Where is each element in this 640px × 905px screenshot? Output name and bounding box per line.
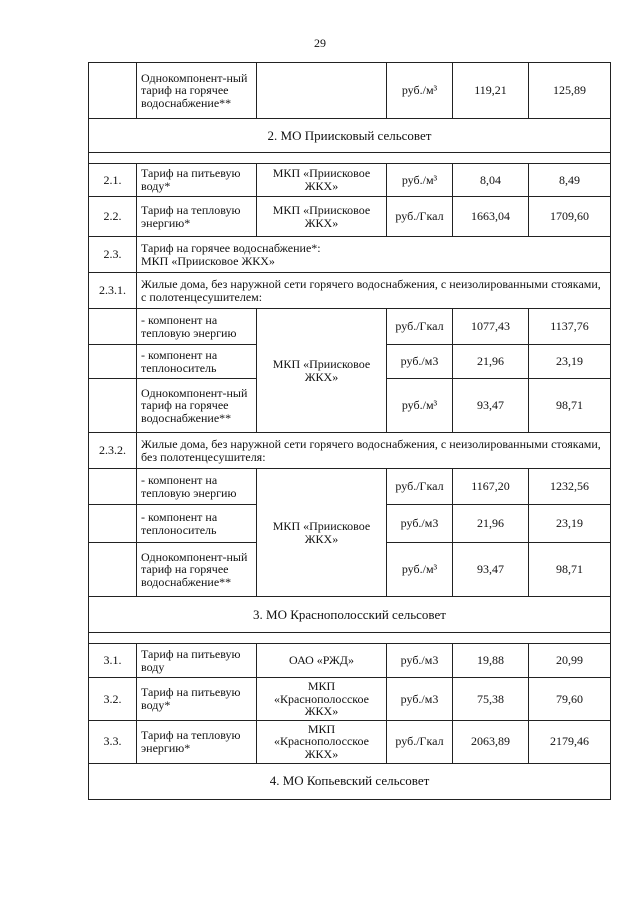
page-number: 29 [314,36,326,50]
table-row [89,197,611,237]
tariff-name: Тариф на питьевую воду* [137,678,257,721]
table-row [89,309,611,345]
unit: руб./м3 [387,345,453,379]
unit: руб./м³ [387,164,453,197]
value-year2: 98,71 [529,379,611,433]
unit: руб./Гкал [387,469,453,505]
tariff-name: - компонент на теплоноситель [137,345,257,379]
section-title: 3. МО Краснополосский сельсовет [89,597,611,633]
tariff-name: - компонент на тепловую энергию [137,469,257,505]
table-row [89,273,611,309]
organization [257,63,387,119]
tariff-name: - компонент на тепловую энергию [137,309,257,345]
value-year2: 1232,56 [529,469,611,505]
tariff-name: Тариф на питьевую воду [137,644,257,678]
tariff-name: Однокомпонент-ный тариф на горячее водоснабжение** [137,63,257,119]
value-year2: 1137,76 [529,309,611,345]
value-year2: 23,19 [529,345,611,379]
row-number: 2.3.2. [89,433,137,469]
organization: МКП «Краснополосское ЖКХ» [257,678,387,721]
row-number: 3.2. [89,678,137,721]
value-year2: 2179,46 [529,720,611,763]
row-number: 2.3.1. [89,273,137,309]
value-year2: 23,19 [529,505,611,543]
table-row [89,164,611,197]
row-number [89,63,137,119]
row-number: 3.1. [89,644,137,678]
tariff-name: - компонент на теплоноситель [137,505,257,543]
tariff-table [88,62,611,800]
table-row [89,678,611,721]
value-year1: 1077,43 [453,309,529,345]
table-row [89,720,611,763]
section-row [89,597,611,633]
group-heading [137,237,611,273]
tariff-name: Тариф на тепловую энергию* [137,197,257,237]
value-year1: 21,96 [453,345,529,379]
value-year1: 1167,20 [453,469,529,505]
tariff-name: Тариф на тепловую энергию* [137,720,257,763]
row-number [89,345,137,379]
value-year2: 20,99 [529,644,611,678]
value-year1: 93,47 [453,379,529,433]
unit: руб./м³ [387,63,453,119]
row-number: 2.1. [89,164,137,197]
value-year1: 1663,04 [453,197,529,237]
value-year1: 19,88 [453,644,529,678]
organization: МКП «Краснополосское ЖКХ» [257,720,387,763]
section-row [89,119,611,153]
subgroup-heading: Жилые дома, без наружной сети горячего водоснабжения, с неизолированными стояками, без полотенцесушителя: [137,433,611,469]
value-year2: 125,89 [529,63,611,119]
row-number [89,505,137,543]
table-row [89,469,611,505]
unit: руб./м³ [387,543,453,597]
organization: МКП «Приисковое ЖКХ» [257,469,387,597]
group-heading-line2: МКП «Приисковое ЖКХ» [141,253,275,268]
unit: руб./м3 [387,644,453,678]
tariff-name: Однокомпонент-ный тариф на горячее водоснабжение** [137,543,257,597]
value-year2: 79,60 [529,678,611,721]
value-year2: 1709,60 [529,197,611,237]
organization: МКП «Приисковое ЖКХ» [257,197,387,237]
value-year2: 8,49 [529,164,611,197]
unit: руб./м3 [387,505,453,543]
unit: руб./Гкал [387,197,453,237]
section-row [89,763,611,799]
table-row [89,63,611,119]
unit: руб./Гкал [387,309,453,345]
organization: ОАО «РЖД» [257,644,387,678]
section-title: 2. МО Приисковый сельсовет [89,119,611,153]
table-row [89,433,611,469]
value-year1: 8,04 [453,164,529,197]
unit: руб./м3 [387,678,453,721]
value-year1: 21,96 [453,505,529,543]
row-number: 3.3. [89,720,137,763]
row-number [89,469,137,505]
value-year2: 98,71 [529,543,611,597]
subgroup-heading: Жилые дома, без наружной сети горячего водоснабжения, с неизолированными стояками, с полотенцесушителем: [137,273,611,309]
tariff-name: Тариф на питьевую воду* [137,164,257,197]
row-number [89,543,137,597]
value-year1: 2063,89 [453,720,529,763]
section-title: 4. МО Копьевский сельсовет [89,763,611,799]
unit: руб./Гкал [387,720,453,763]
value-year1: 75,38 [453,678,529,721]
unit: руб./м³ [387,379,453,433]
tariff-name: Однокомпонент-ный тариф на горячее водоснабжение** [137,379,257,433]
organization: МКП «Приисковое ЖКХ» [257,309,387,433]
row-number: 2.2. [89,197,137,237]
row-number [89,309,137,345]
table-row [89,237,611,273]
value-year1: 119,21 [453,63,529,119]
row-number: 2.3. [89,237,137,273]
organization: МКП «Приисковое ЖКХ» [257,164,387,197]
group-heading-line1: Тариф на горячее водоснабжение*: [141,240,321,255]
row-number [89,379,137,433]
table-row [89,644,611,678]
value-year1: 93,47 [453,543,529,597]
